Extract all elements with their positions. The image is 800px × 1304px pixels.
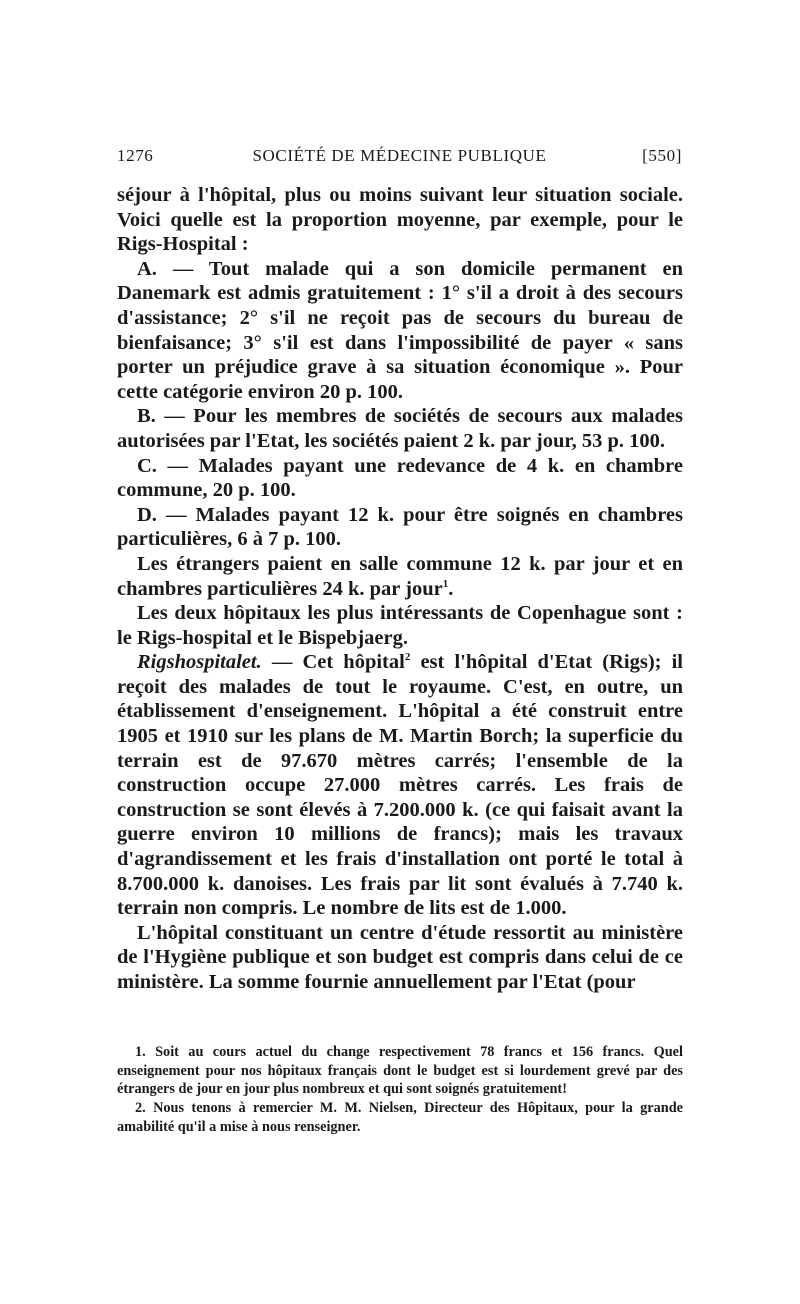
section-heading: Rigshospitalet.	[137, 651, 262, 674]
paragraph: B. — Pour les membres de sociétés de secours aux malades autorisées par l'Etat, les sociétés paient 2 k. par jour, 53 p. 100.	[117, 405, 683, 452]
paragraph: Les deux hôpitaux les plus intéressants de Copenhague sont : le Rigs-hospital et le Bispebjaerg.	[117, 602, 683, 649]
paragraph-text: — Cet hôpital	[261, 651, 405, 674]
paragraph: L'hôpital constituant un centre d'étude ressortit au ministère de l'Hygiène publique et son budget est compris dans celui de ce ministère. La somme fournie annuellement par l'Etat (pour	[117, 921, 683, 993]
footnote-ref: 2	[404, 651, 411, 664]
running-title: SOCIÉTÉ DE MÉDECINE PUBLIQUE	[252, 146, 547, 165]
body-text	[117, 183, 683, 995]
paragraph: A. — Tout malade qui a son domicile permanent en Danemark est admis gratuitement : 1° s'il a droit à des secours d'assistance; 2° s'il ne reçoit pas de secours du bureau de bienfaisance; 3° s'il est dans l'impossibilité de payer « sans porter un préjudice grave à sa situation économique ». Pour cette catégorie environ 20 p. 100.	[117, 257, 683, 403]
page-header	[117, 146, 682, 172]
footnote: 2. Nous tenons à remercier M. M. Nielsen, Directeur des Hôpitaux, pour la grande amabilité qu'il a mise à nous renseigner.	[117, 1100, 683, 1135]
paragraph-rigshospitalet	[117, 650, 683, 921]
paragraph: D. — Malades payant 12 k. pour être soignés en chambres particulières, 6 à 7 p. 100.	[117, 503, 683, 551]
paragraph: C. — Malades payant une redevance de 4 k. en chambre commune, 20 p. 100.	[117, 454, 683, 502]
footnote: 1. Soit au cours actuel du change respectivement 78 francs et 156 francs. Quel enseignement pour nos hôpitaux français dont le budget est si lourdement grevé par des étrangers de jour en jour plus nombreux et qui sont soignés gratuitement!	[117, 1044, 683, 1098]
page-number: 1276	[117, 146, 154, 165]
bracket-number: [550]	[642, 146, 682, 165]
paragraph-text: Les étrangers paient en salle commune 12 k. par jour et en chambres particulières 24 k. par jour	[117, 552, 683, 600]
paragraph: séjour à l'hôpital, plus ou moins suivant leur situation sociale. Voici quelle est la proportion moyenne, par exemple, pour le Rigs-Hospital :	[117, 184, 683, 256]
paragraph-foreigners	[117, 552, 683, 601]
footnotes	[117, 1043, 683, 1137]
paragraph-text: est l'hôpital d'Etat (Rigs); il reçoit des malades de tout le royaume. C'est, en outre, un établissement d'enseignement. L'hôpital a été construit entre 1905 et 1910 sur les plans de M. Martin Borch; la superficie du terrain est de 97.670 mètres carrés; l'ensemble de la construction occupe 27.000 mètres carrés. Les frais de construction se sont élevés à 7.200.000 k. (ce qui faisait avant la guerre environ 10 millions de francs); mais les travaux d'agrandissement et les frais d'installation ont porté le total à 8.700.000 k. danoises. Les frais par lit sont évalués à 7.740 k. terrain non compris. Le nombre de lits est de 1.000.	[117, 651, 684, 920]
paragraph-end: .	[448, 577, 454, 600]
footnote-ref: 1	[442, 577, 449, 590]
